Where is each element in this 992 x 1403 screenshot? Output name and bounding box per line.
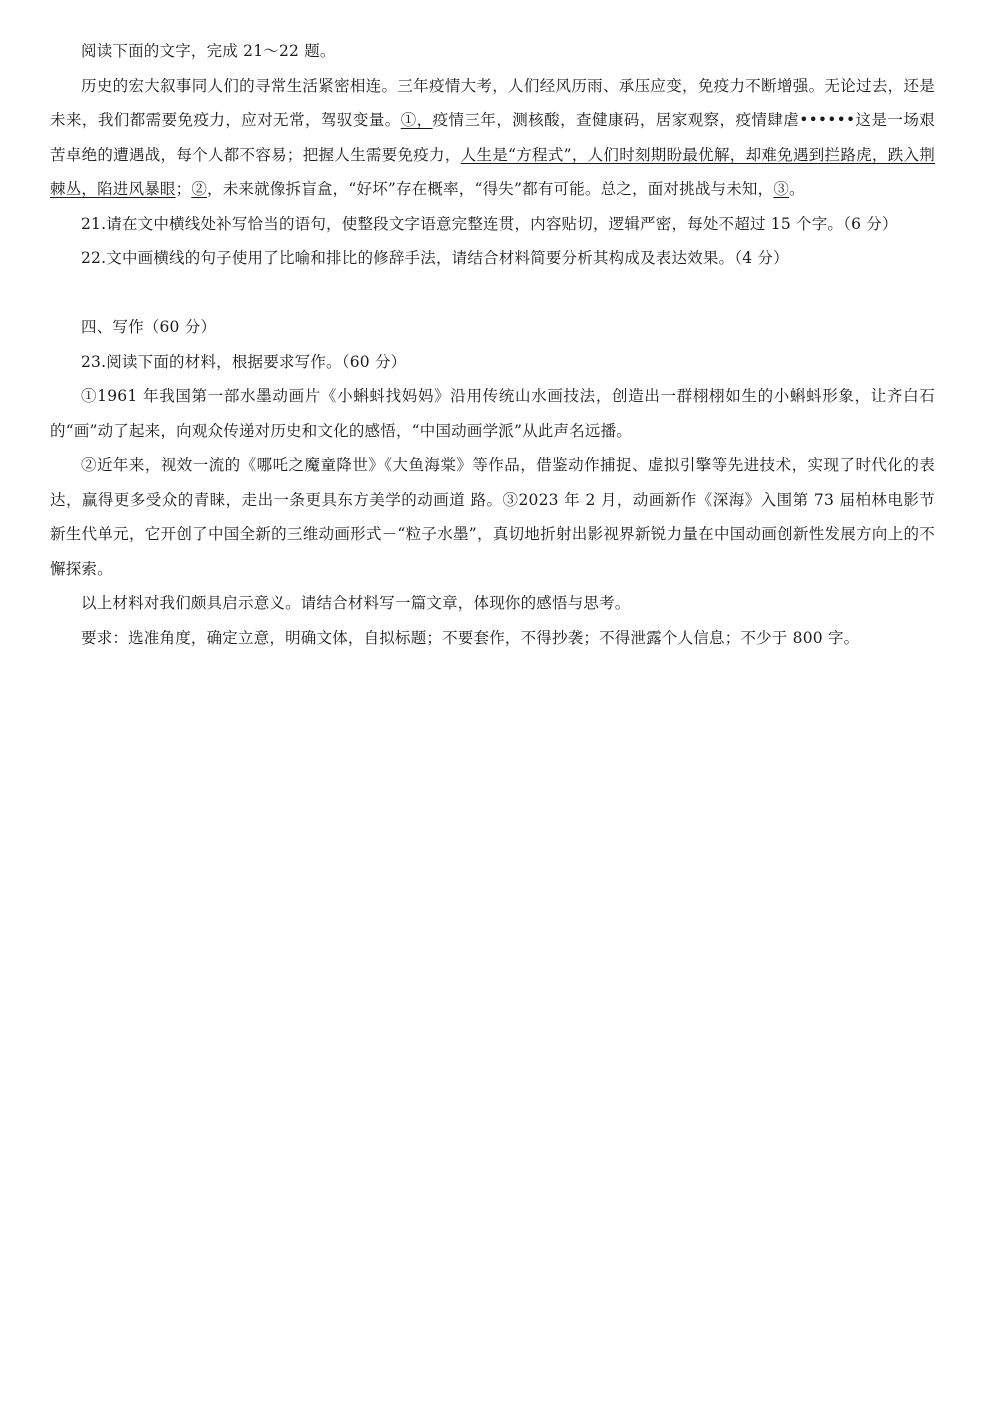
blank-3: ③ bbox=[773, 180, 790, 198]
material-2: ②近年来，视效一流的《哪吒之魔童降世》《大鱼海棠》等作品，借鉴动作捕捉、虚拟引擎等先进技术，实现了时代化的表达，赢得更多受众的青睐，走出一条更具东方美学的动画道 路。③2023 年 2 月，动画新作《深海》入围第 73 届柏林电影节新生代单元，它开创了中国全新的三维动画形式－“粒子水墨”，真切地折射出影视界新锐力量在中国动画创新性发展方向上的不懈探索。 bbox=[50, 456, 935, 578]
question-21: 21.请在文中横线处补写恰当的语句，使整段文字语意完整连贯，内容贴切，逻辑严密，每处不超过 15 个字。（6 分） bbox=[81, 214, 898, 233]
spacer bbox=[50, 276, 935, 311]
underlined-sentence: 人生是“方程式”，人们时刻期盼最优解，却难免遇到拦路虎，跌入荆棘丛，陷进风暴眼 bbox=[50, 145, 935, 198]
material-1: ①1961 年我国第一部水墨动画片《小蝌蚪找妈妈》沿用传统山水画技法，创造出一群栩栩如生的小蝌蚪形象，让齐白石的“画”动了起来，向观众传递对历史和文化的感悟，“中国动画学派”从此声名远播。 bbox=[50, 387, 935, 440]
reading-passage bbox=[50, 69, 935, 207]
passage-sentence-5: 。 bbox=[789, 180, 805, 198]
passage-sentence-4: ，未来就像拆盲盒，“好坏”存在概率，“得失”都有可能。总之，面对挑战与未知， bbox=[207, 180, 774, 198]
writing-requirements: 要求：选准角度，确定立意，明确文体，自拟标题；不要套作，不得抄袭；不得泄露个人信息；不少于 800 字。 bbox=[81, 628, 860, 647]
inspiration-line: 以上材料对我们颇具启示意义。请结合材料写一篇文章，体现你的感悟与思考。 bbox=[81, 594, 631, 612]
passage-sentence-1: 历史的宏大叙事同人们的寻常生活紧密相连。三年疫情大考，人们经风历雨、承压应变，免疫力不断增强。无论过去，还是未来，我们都需要免疫力，应对无常，驾驭变量。 bbox=[50, 76, 935, 129]
blank-2: ② bbox=[191, 180, 208, 198]
question-23: 23.阅读下面的材料，根据要求写作。（60 分） bbox=[81, 352, 407, 371]
reading-intro: 阅读下面的文字，完成 21～22 题。 bbox=[81, 42, 336, 60]
question-22: 22.文中画横线的句子使用了比喻和排比的修辞手法，请结合材料简要分析其构成及表达效果。（4 分） bbox=[81, 249, 789, 267]
passage-sentence-2: 疫情三年，测核酸，查健康码，居家观察，疫情肆虐••••••这是一场艰苦卓绝的遭遇战，每个人都不容易；把握人生需要免疫力， bbox=[50, 111, 935, 164]
exam-page bbox=[50, 34, 935, 655]
blank-1: ①， bbox=[400, 111, 433, 129]
writing-section-title: 四、写作（60 分） bbox=[81, 318, 217, 336]
passage-sentence-3: ； bbox=[175, 180, 192, 198]
